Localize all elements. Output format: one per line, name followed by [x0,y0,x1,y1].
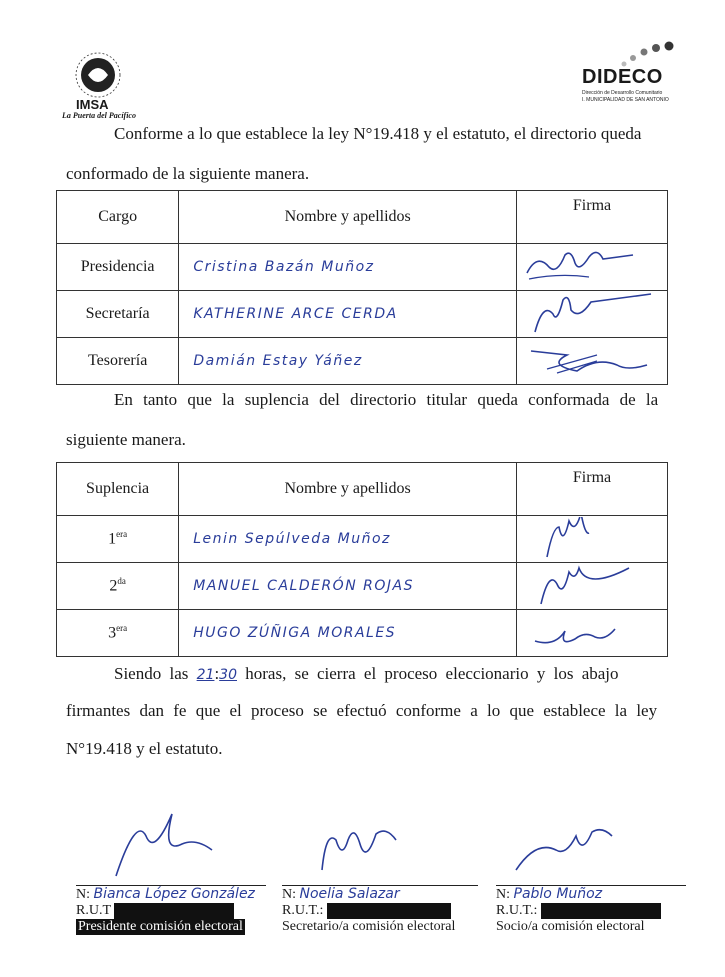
suplencia-number: $1^{era}$ [57,516,179,563]
signature-image [517,564,665,608]
signatory-role: Presidente comisión electoral [78,919,243,934]
signature-cell [517,563,668,610]
intro-line1: Conforme a lo que establece la ley N°19.418 y el estatuto, el directorio queda [114,124,642,143]
nombre-cell: MANUEL CALDERÓN ROJAS [179,563,517,610]
suplencia-paragraph [66,384,666,457]
signatory-role: Secretario/a comisión electoral [282,919,456,934]
table-row [57,338,668,385]
suplencia-line2: siguiente manera. [66,430,186,450]
imsa-logo-text: IMSA [76,97,109,112]
closing-hour: 21 [196,667,215,683]
dideco-logo-text: DIDECO [582,66,663,88]
intro-line2: conformado de la siguiente manera. [66,164,310,184]
nombre-cell: HUGO ZÚÑIGA MORALES [179,610,517,657]
header-suplencia: Suplencia [57,463,179,516]
table-row [57,563,668,610]
signature-image [496,810,646,880]
signatory-3 [496,810,686,935]
suplencia-line1: En tanto que la suplencia del directorio titular queda conformada de la [114,390,659,409]
signature-cell [517,516,668,563]
signature-cell [517,610,668,657]
nombre-cell: Damián Estay Yáñez [179,338,517,385]
nombre-cell: KATHERINE ARCE CERDA [179,291,517,338]
dideco-sub2: I. MUNICIPALIDAD DE SAN ANTONIO [582,97,669,103]
signatory-rut-line: R.U.T.: . [282,903,482,919]
signatory-name-line: N: Bianca López González [76,886,255,902]
suplencia-number: $2^{da}$ [57,563,179,610]
signature-image [282,810,432,880]
closing-minutes: 30 [219,667,237,683]
signatory-rut-line: R.U.T . [76,903,266,919]
closing-paragraph [66,655,666,767]
header-firma: Firma [517,191,668,244]
nombre-cell: Cristina Bazán Muñoz [179,244,517,291]
suplencia-table [56,462,668,657]
cargo-cell: Tesorería [57,338,179,385]
cargo-cell: Secretaría [57,291,179,338]
table-row [57,610,668,657]
nombre-cell: Lenin Sepúlveda Muñoz [179,516,517,563]
header-firma: Firma [517,463,668,516]
table-row [57,516,668,563]
signatory-name-line: N: Noelia Salazar [282,886,400,902]
signatory-1 [76,810,266,935]
signatory-name-line: N: Pablo Muñoz [496,886,603,902]
signatory-role: Socio/a comisión electoral [496,919,645,934]
header-cargo: Cargo [57,191,179,244]
cargo-cell: Presidencia [57,244,179,291]
closing-line3: N°19.418 y el estatuto. [66,738,223,758]
signatory-rut-line: R.U.T.: . [496,903,686,919]
signature-cell [517,338,668,385]
signature-image [517,339,665,383]
closing-line2: firmantes dan fe que el proceso se efectuó conforme a lo que establece la ley [66,701,658,721]
table-header-row [57,191,668,244]
signature-image [517,517,665,561]
imsa-logo [62,45,134,125]
header-nombre: Nombre y apellidos [179,191,517,244]
signature-image [517,292,665,336]
signature-cell [517,291,668,338]
signature-image [517,245,665,289]
signature-image [76,810,226,880]
dideco-sub1: Dirección de Desarrollo Comunitario [582,90,663,96]
imsa-tagline: La Puerta del Pacífico [62,111,136,120]
table-row [57,291,668,338]
suplencia-number: $3^{era}$ [57,610,179,657]
intro-paragraph [66,118,666,191]
signatory-2 [282,810,482,935]
header-nombre: Nombre y apellidos [179,463,517,516]
signature-image [517,611,665,655]
directorio-table [56,190,668,385]
table-header-row [57,463,668,516]
table-row [57,244,668,291]
closing-line1: Siendo las 21:30 horas, se cierra el proceso eleccionario y los abajo [114,664,619,683]
signature-cell [517,244,668,291]
dideco-logo [560,40,690,110]
